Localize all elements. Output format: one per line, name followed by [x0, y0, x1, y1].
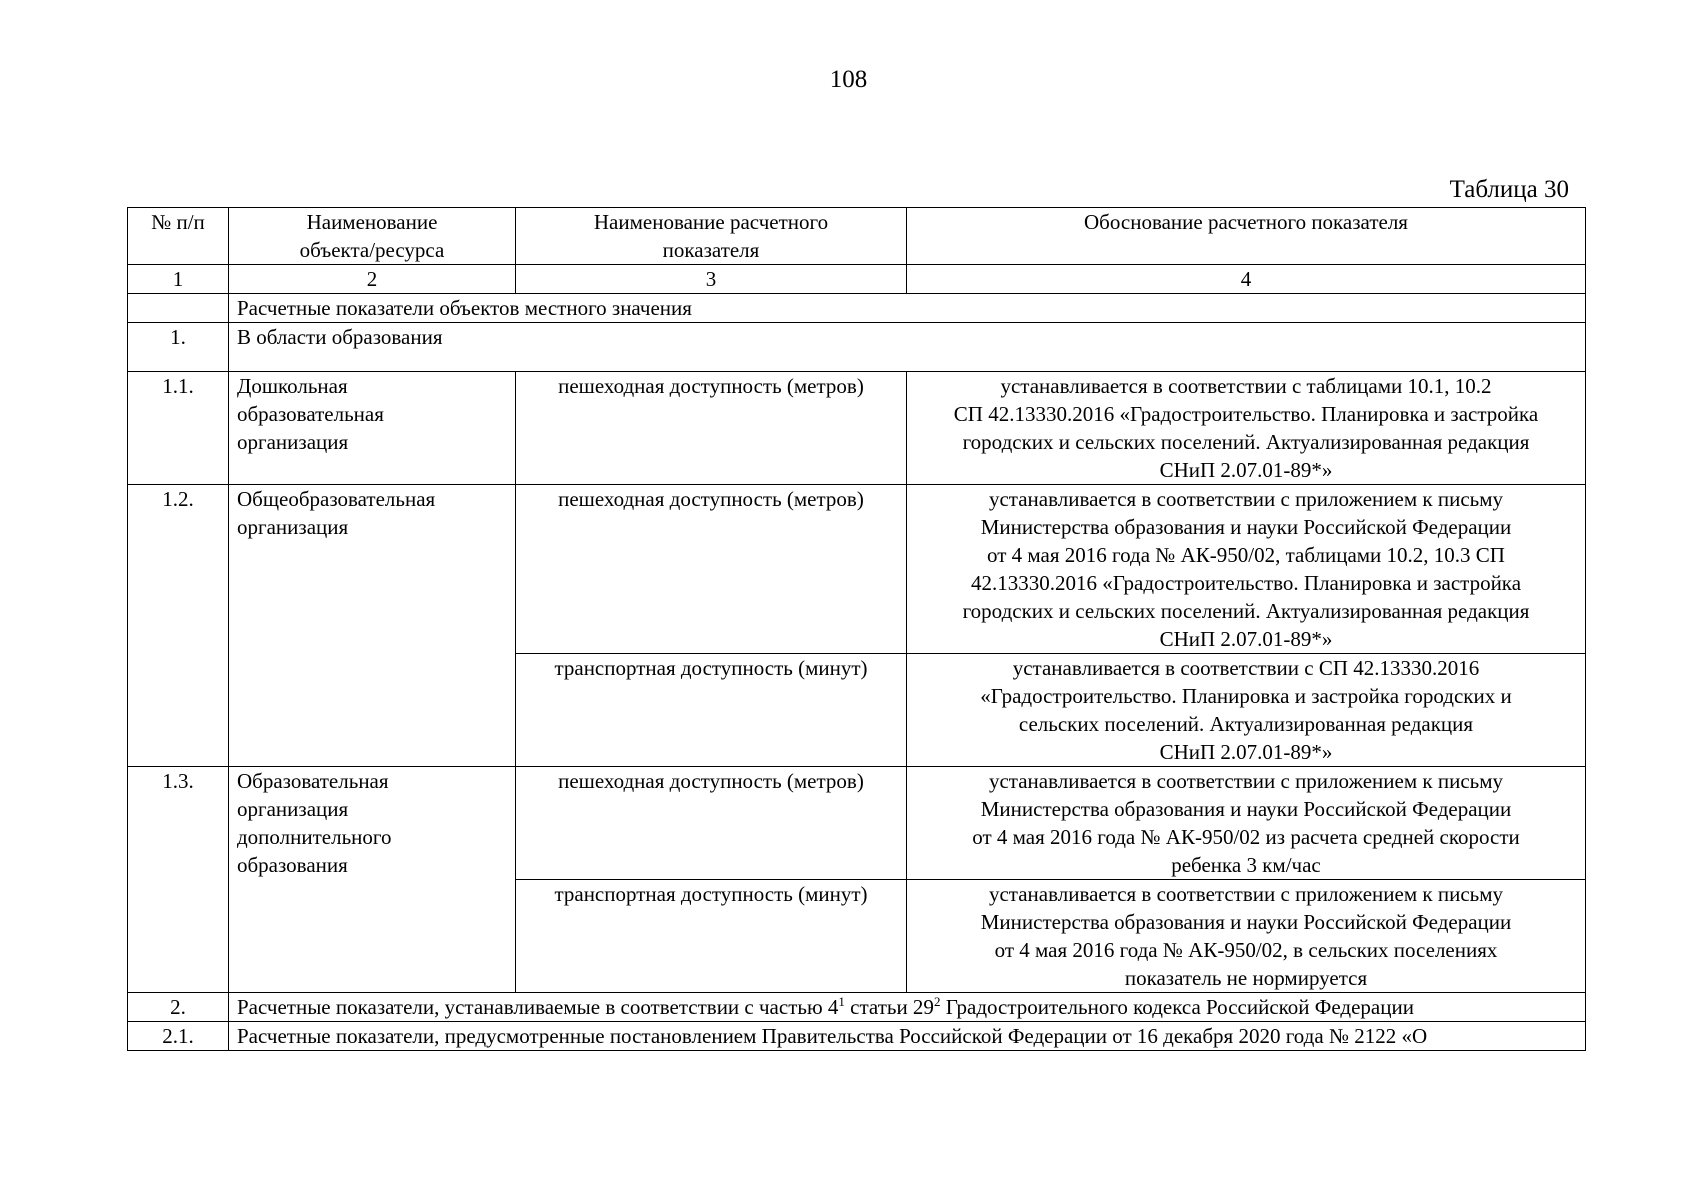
indicator-basis: устанавливается в соответствии с СП 42.13330.2016 «Градостроительство. Планировка и застройка городских и сельских поселений. Актуализированная редакция СНиП 2.07.01-89*» — [907, 654, 1586, 767]
indicator-name: пешеходная доступность (метров) — [516, 767, 907, 880]
header-cell-basis: Обоснование расчетного показателя — [907, 208, 1586, 265]
table-row-1-3a — [128, 767, 1586, 880]
object-name: Общеобразовательная организация — [229, 485, 516, 767]
column-number: 2 — [229, 265, 516, 294]
section-title: В области образования — [229, 323, 1586, 372]
column-number: 4 — [907, 265, 1586, 294]
indicator-basis: устанавливается в соответствии с таблицами 10.1, 10.2 СП 42.13330.2016 «Градостроительство. Планировка и застройка городских и сельских поселений. Актуализированная редакция СНиП 2.07.01-89*» — [907, 372, 1586, 485]
header-cell-indicator: Наименование расчетного показателя — [516, 208, 907, 265]
indicator-name: транспортная доступность (минут) — [516, 654, 907, 767]
table-caption: Таблица 30 — [1449, 176, 1569, 203]
section-row-2-1 — [128, 1022, 1586, 1051]
section-row-1 — [128, 323, 1586, 372]
table-row-1-1 — [128, 372, 1586, 485]
page-number: 108 — [829, 66, 868, 93]
section-title: Расчетные показатели, устанавливаемые в соответствии с частью $4^1$ статьи $29^2$ Градостроительного кодекса Российской Федерации — [229, 993, 1586, 1022]
header-cell-object: Наименование объекта/ресурса — [229, 208, 516, 265]
section-row-2 — [128, 993, 1586, 1022]
column-number: 1 — [128, 265, 229, 294]
row-number: 1. — [128, 323, 229, 372]
indicator-name: пешеходная доступность (метров) — [516, 372, 907, 485]
column-number: 3 — [516, 265, 907, 294]
empty-cell — [128, 294, 229, 323]
row-number: 2. — [128, 993, 229, 1022]
header-cell-number: № п/п — [128, 208, 229, 265]
section-title: Расчетные показатели объектов местного значения — [229, 294, 1586, 323]
table-row-1-2a — [128, 485, 1586, 654]
indicator-basis: устанавливается в соответствии с приложением к письму Министерства образования и науки Российской Федерации от 4 мая 2016 года № АК-950/02 из расчета средней скорости ребенка 3 км/час — [907, 767, 1586, 880]
object-name: Образовательная организация дополнительного образования — [229, 767, 516, 993]
indicator-basis: устанавливается в соответствии с приложением к письму Министерства образования и науки Российской Федерации от 4 мая 2016 года № АК-950/02, в сельских поселениях показатель не нормируется — [907, 880, 1586, 993]
indicator-basis: устанавливается в соответствии с приложением к письму Министерства образования и науки Российской Федерации от 4 мая 2016 года № АК-950/02, таблицами 10.2, 10.3 СП 42.13330.2016 «Градостроительство. Планировка и застройка городских и сельских поселений. Актуализированная редакция СНиП 2.07.01-89*» — [907, 485, 1586, 654]
column-number-row — [128, 265, 1586, 294]
row-number: 1.3. — [128, 767, 229, 993]
section-row-local — [128, 294, 1586, 323]
section-title: Расчетные показатели, предусмотренные постановлением Правительства Российской Федерации от 16 декабря 2020 года № 2122 «О — [229, 1022, 1586, 1051]
indicator-name: пешеходная доступность (метров) — [516, 485, 907, 654]
table-header-row — [128, 208, 1586, 265]
row-number: 1.1. — [128, 372, 229, 485]
object-name: Дошкольная образовательная организация — [229, 372, 516, 485]
row-number: 2.1. — [128, 1022, 229, 1051]
indicators-table — [127, 207, 1586, 1051]
row-number: 1.2. — [128, 485, 229, 767]
indicator-name: транспортная доступность (минут) — [516, 880, 907, 993]
